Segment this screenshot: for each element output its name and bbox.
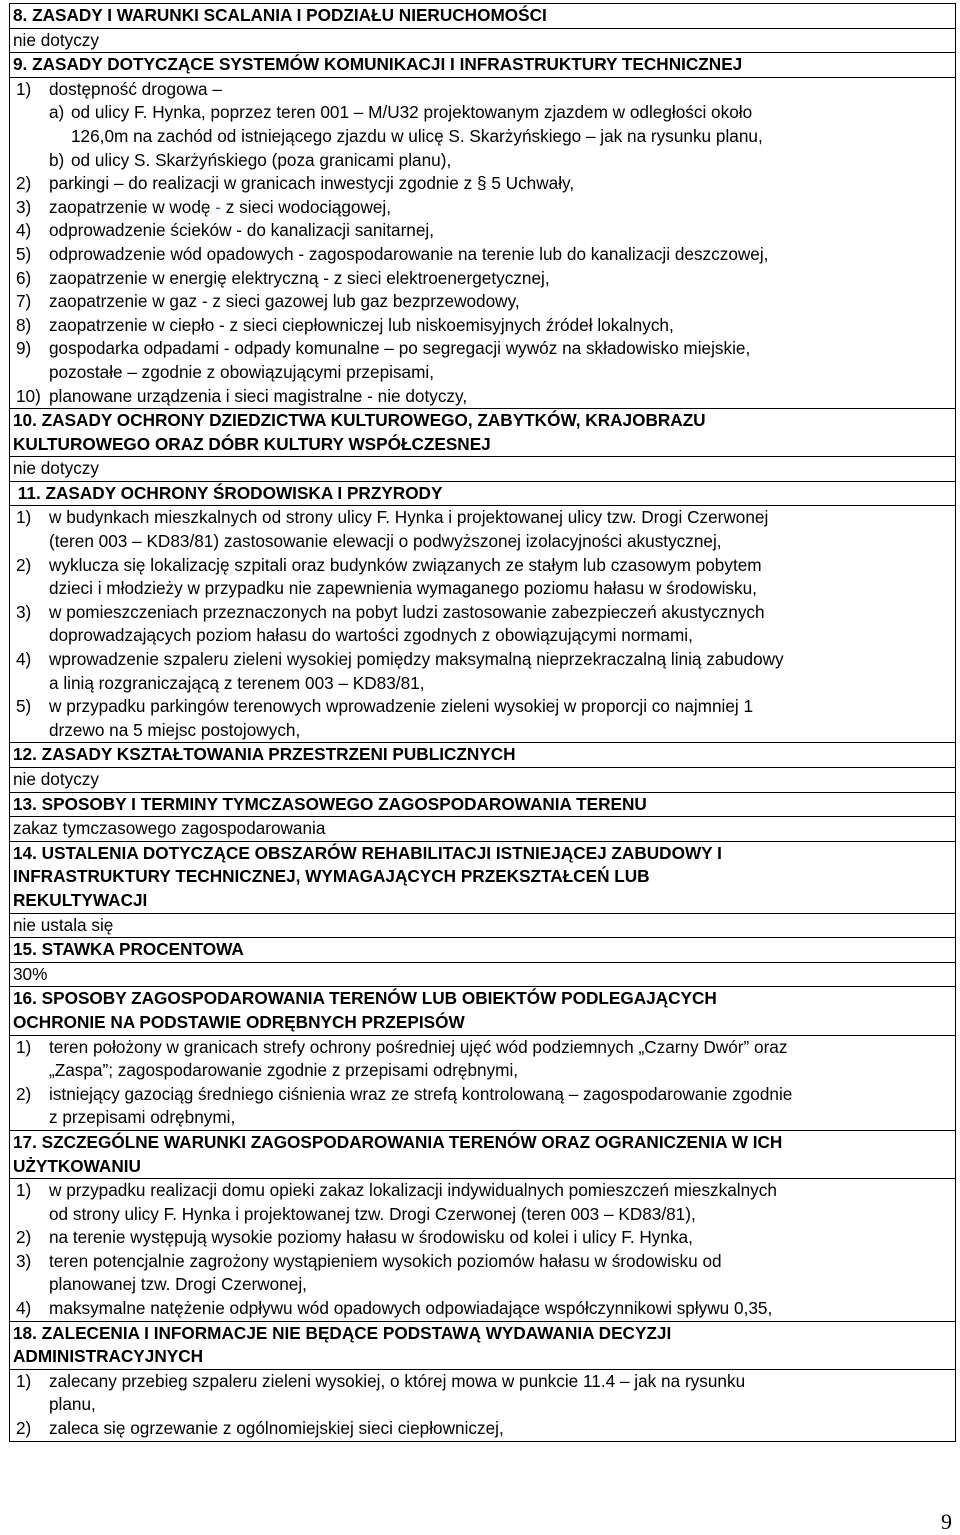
page-number: 9 xyxy=(941,1509,952,1534)
section-18-title: 18. ZALECENIA I INFORMACJE NIE BĘDĄCE PODSTAWĄ WYDAWANIA DECYZJI ADMINISTRACYJNYCH xyxy=(9,1322,956,1370)
list-item: 1) teren położony w granicach strefy ochrony pośredniej ujęć wód podziemnych „Czarny Dwór” oraz „Zaspa”; zagospodarowanie zgodnie z przepisami odrębnymi, xyxy=(16,1036,788,1081)
list-item: 4) maksymalne natężenie odpływu wód opadowych odpowiadające współczynnikowi spływu 0,35, xyxy=(16,1298,773,1319)
section-11-title: 11. ZASADY OCHRONY ŚRODOWISKA I PRZYRODY xyxy=(9,482,956,507)
list-item: 2) zaleca się ogrzewanie z ogólnomiejskiej sieci ciepłowniczej, xyxy=(16,1418,504,1439)
section-10-body: nie dotyczy xyxy=(9,457,956,482)
list-item: 1) w przypadku realizacji domu opieki zakaz lokalizacji indywidualnych pomieszczeń mieszkalnych od strony ulicy F. Hynka i projektowanej tzw. Drogi Czerwonej (teren 003 – KD83/81), xyxy=(16,1180,777,1224)
section-8-body: nie dotyczy xyxy=(9,29,956,54)
section-9-title: 9. ZASADY DOTYCZĄCE SYSTEMÓW KOMUNIKACJI I INFRASTRUKTURY TECHNICZNEJ xyxy=(9,53,956,78)
section-17-title: 17. SZCZEGÓLNE WARUNKI ZAGOSPODAROWANIA TERENÓW ORAZ OGRANICZENIA W ICH UŻYTKOWANIU xyxy=(9,1131,956,1179)
list-item: 2) istniejący gazociąg średniego ciśnienia wraz ze strefą kontrolowaną – zagospodarowanie zgodnie z przepisami odrębnymi, xyxy=(16,1083,793,1128)
list-item: 2) parkingi – do realizacji w granicach inwestycji zgodnie z § 5 Uchwały, xyxy=(16,173,575,194)
section-15-title: 15. STAWKA PROCENTOWA xyxy=(9,938,956,963)
list-item: 2) na terenie występują wysokie poziomy hałasu w środowisku od kolei i ulicy F. Hynka, xyxy=(16,1227,693,1248)
section-16-title: 16. SPOSOBY ZAGOSPODAROWANIA TERENÓW LUB OBIEKTÓW PODLEGAJĄCYCH OCHRONIE NA PODSTAWIE ODRĘBNYCH PRZEPISÓW xyxy=(9,987,956,1035)
document-table xyxy=(9,3,956,1442)
section-13-body: zakaz tymczasowego zagospodarowania xyxy=(9,817,956,842)
list-item: 3) teren potencjalnie zagrożony wystąpieniem wysokich poziomów hałasu w środowisku od planowanej tzw. Drogi Czerwonej, xyxy=(16,1250,722,1295)
section-18-body xyxy=(9,1370,956,1442)
section-12-title: 12. ZASADY KSZTAŁTOWANIA PRZESTRZENI PUBLICZNYCH xyxy=(9,743,956,768)
list-subitem: b) od ulicy S. Skarżyńskiego (poza granicami planu), xyxy=(49,149,452,170)
list-item: 4) wprowadzenie szpaleru zieleni wysokiej pomiędzy maksymalną nieprzekraczalną linią zabudowy a linią rozgraniczającą z terenem 003 – KD83/81, xyxy=(16,649,784,693)
list-item: 1) w budynkach mieszkalnych od strony ulicy F. Hynka i projektowanej ulicy tzw. Drogi Czerwonej (teren 003 – KD83/81) zastosowanie elewacji o podwyższonej izolacyjności akustycznej, xyxy=(16,507,769,552)
list-item: 5) w przypadku parkingów terenowych wprowadzenie zieleni wysokiej w proporcji co najmniej 1 drzewo na 5 miejsc postojowych, xyxy=(16,696,754,740)
section-17-body xyxy=(9,1179,956,1322)
list-item: 7) zaopatrzenie w gaz - z sieci gazowej lub gaz bezprzewodowy, xyxy=(16,291,520,312)
list-item: 4) odprowadzenie ścieków - do kanalizacji sanitarnej, xyxy=(16,220,435,241)
list-item: 6) zaopatrzenie w energię elektryczną - z sieci elektroenergetycznej, xyxy=(16,267,550,288)
section-15-body: 30% xyxy=(9,963,956,988)
list-item: 2) wyklucza się lokalizację szpitali oraz budynków związanych ze stałym lub czasowym pobytem dzieci i młodzieży w przypadku nie zapewnienia wymaganego poziomu hałasu w środowisku, xyxy=(16,554,762,599)
section-11-body xyxy=(9,506,956,743)
list-item: 3) w pomieszczeniach przeznaczonych na pobyt ludzi zastosowanie zabezpieczeń akustycznych doprowadzających poziom hałasu do wartości zgodnych z obowiązującymi normami, xyxy=(16,601,765,646)
list-item: 1) dostępność drogowa – xyxy=(16,78,222,99)
section-10-title: 10. ZASADY OCHRONY DZIEDZICTWA KULTUROWEGO, ZABYTKÓW, KRAJOBRAZU KULTUROWEGO ORAZ DÓBR KULTURY WSPÓŁCZESNEJ xyxy=(9,409,956,457)
list-item: 5) odprowadzenie wód opadowych - zagospodarowanie na terenie lub do kanalizacji deszczowej, xyxy=(16,243,769,264)
list-subitem: a) od ulicy F. Hynka, poprzez teren 001 – M/U32 projektowanym zjazdem w odległości około 126,0m na zachód od istniejącego zjazdu w ulicę S. Skarżyńskiego – jak na rysunku planu, xyxy=(49,102,763,146)
section-9-body xyxy=(9,78,956,409)
list-item: 9) gospodarka odpadami - odpady komunalne – po segregacji wywóz na składowisko miejskie, pozostałe – zgodnie z obowiązującymi przepisami, xyxy=(16,338,751,382)
list-item: 8) zaopatrzenie w ciepło - z sieci ciepłowniczej lub niskoemisyjnych źródeł lokalnych, xyxy=(16,314,674,335)
list-item: 3) zaopatrzenie w wodę - z sieci wodociągowej, xyxy=(16,196,392,217)
section-12-body: nie dotyczy xyxy=(9,768,956,793)
list-item: 1) zalecany przebieg szpaleru zieleni wysokiej, o której mowa w punkcie 11.4 – jak na rysunku planu, xyxy=(16,1370,746,1415)
section-14-title: 14. USTALENIA DOTYCZĄCE OBSZARÓW REHABILITACJI ISTNIEJĄCEJ ZABUDOWY I INFRASTRUKTURY TECHNICZNEJ, WYMAGAJĄCYCH PRZEKSZTAŁCEŃ LUB REKULTYWACJI xyxy=(9,842,956,914)
list-item: 10) planowane urządzenia i sieci magistralne - nie dotyczy, xyxy=(16,385,468,406)
section-16-body xyxy=(9,1036,956,1131)
section-13-title: 13. SPOSOBY I TERMINY TYMCZASOWEGO ZAGOSPODAROWANIA TERENU xyxy=(9,793,956,818)
section-8-title: 8. ZASADY I WARUNKI SCALANIA I PODZIAŁU NIERUCHOMOŚCI xyxy=(9,3,956,29)
section-14-body: nie ustala się xyxy=(9,914,956,939)
